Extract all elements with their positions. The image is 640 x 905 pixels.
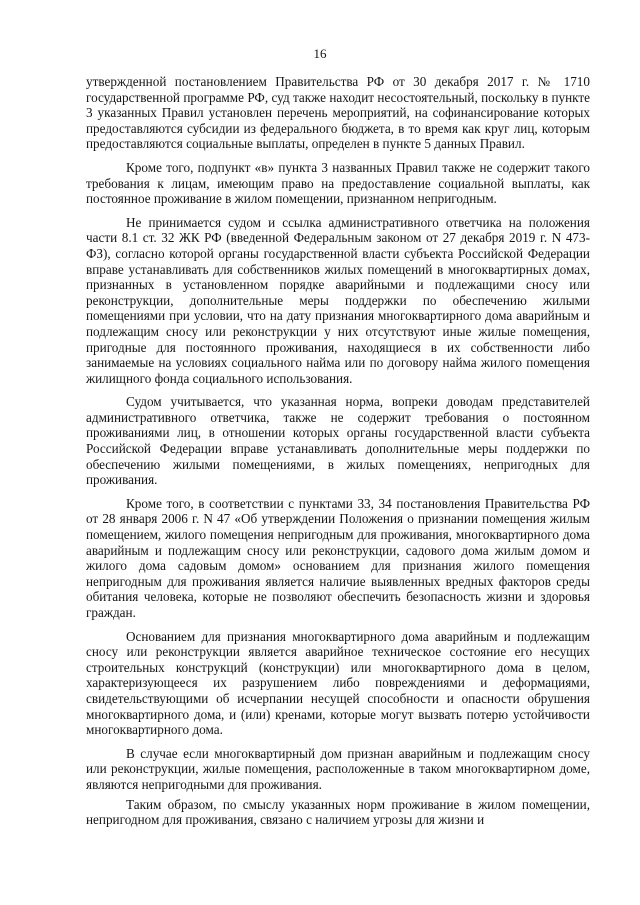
page-number: 16 [313,46,327,61]
paragraph-5: Кроме того, в соответствии с пунктами 33, 34 постановления Правительства РФ от 28 января 2006 г. N 47 «Об утверждении Положения о признании помещения жилым помещением, жилого помещения непригодным для проживания, многоквартирного дома аварийным и подлежащим сносу или реконструкции, садового дома жилым домом и жилого дома садовым домом» основанием для признания жилого помещения непригодным для проживания является наличие выявленных вредных факторов среды обитания человека, которые не позволяют обеспечить безопасность жизни и здоровья граждан. [86,495,590,620]
paragraph-3: Не принимается судом и ссылка административного ответчика на положения части 8.1 ст. 32 ЖК РФ (введенной Федеральным законом от 27 декабря 2019 г. N 473-ФЗ), согласно которой органы государственной власти субъекта Российской Федерации вправе устанавливать для собственников жилых помещений в многоквартирных домах, признанных в установленном порядке аварийными и подлежащими сносу или реконструкции, дополнительные меры поддержки по обеспечению жилыми помещениями при условии, что на дату признания многоквартирного дома аварийным и подлежащим сносу или реконструкции у них отсутствуют иные жилые помещения, пригодные для постоянного проживания, находящиеся в их собственности либо занимаемые на условиях социального найма или по договору найма жилого помещения жилищного фонда социального использования. [86,214,590,386]
paragraph-1: утвержденной постановлением Правительства РФ от 30 декабря 2017 г. № 1710 государственной программе РФ, суд также находит несостоятельный, поскольку в пункте 3 указанных Правил установлен перечень мероприятий, на софинансирование которых предоставляются субсидии из федерального бюджета, в то время как круг лиц, которым предоставляются социальные выплаты, определен в пункте 5 данных Правил. [86,74,590,152]
paragraph-8: Таким образом, по смыслу указанных норм проживание в жилом помещении, непригодном для проживания, связано с наличием угрозы для жизни и [86,796,590,828]
paragraph-6: Основанием для признания многоквартирного дома аварийным и подлежащим сносу или реконструкции является аварийное техническое состояние его несущих строительных конструкций (конструкции) или многоквартирного дома в целом, характеризующееся их разрушением либо повреждениями и деформациями, свидетельствующими об исчерпании несущей способности и опасности обрушения многоквартирного дома, и (или) кренами, которые могут вызвать потерю устойчивости многоквартирного дома. [86,628,590,738]
paragraph-7: В случае если многоквартирный дом признан аварийным и подлежащим сносу или реконструкции, жилые помещения, расположенные в таком многоквартирном доме, являются непригодными для проживания. [86,745,590,792]
paragraph-4: Судом учитывается, что указанная норма, вопреки доводам представителей административного ответчика, также не содержит требования о постоянном проживаниями лиц, в отношении которых органы государственной власти субъекта Российской Федерации вправе устанавливать дополнительные меры поддержки по обеспечению жилыми помещениями, в жилых помещениях, непригодных для проживания. [86,394,590,488]
document-body [86,74,590,836]
paragraph-2: Кроме того, подпункт «в» пункта 3 названных Правил также не содержит такого требования к лицам, имеющим право на предоставление социальной выплаты, как постоянное проживание в жилом помещении, признанном непригодным. [86,159,590,207]
